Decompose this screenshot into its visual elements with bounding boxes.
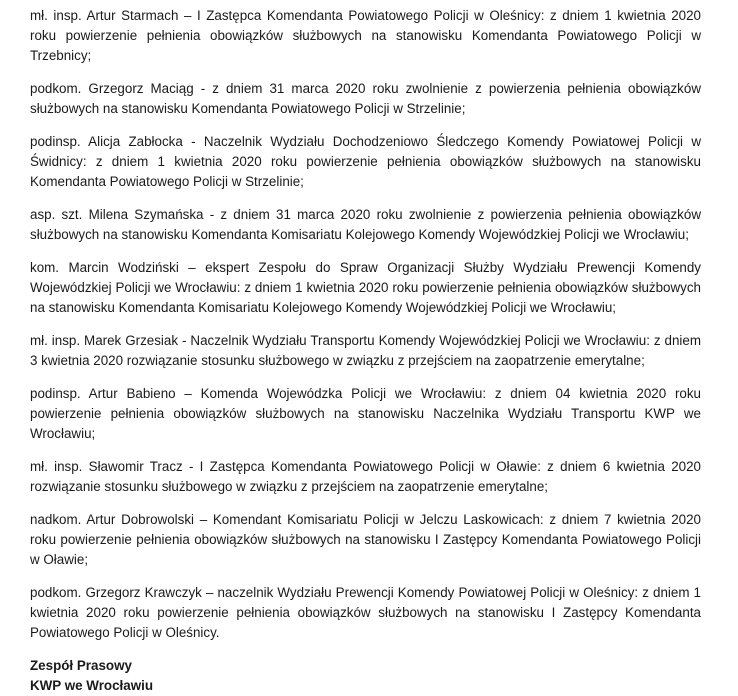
- paragraph-babieno: podinsp. Artur Babieno – Komenda Wojewódzka Policji we Wrocławiu: z dniem 04 kwietnia 2020 roku powierzenie pełnienia obowiązków służbowych na stanowisku Naczelnika Wydziału Transportu KWP we Wrocławiu;: [30, 386, 701, 441]
- signature-team: Zespół Prasowy: [30, 658, 132, 673]
- document-body: [30, 6, 701, 696]
- paragraph-tracz: mł. insp. Sławomir Tracz - I Zastępca Komendanta Powiatowego Policji w Oławie: z dniem 6 kwietnia 2020 rozwiązanie stosunku służbowego w związku z przejściem na zaopatrzenie emerytalne;: [30, 459, 701, 494]
- paragraph-krawczyk: podkom. Grzegorz Krawczyk – naczelnik Wydziału Prewencji Komendy Powiatowej Policji w Oleśnicy: z dniem 1 kwietnia 2020 roku powierzenie pełnienia obowiązków służbowych na stanowisku I Zastępcy Komendanta Powiatowego Policji w Oleśnicy.: [30, 585, 701, 640]
- paragraph-starmach: mł. insp. Artur Starmach – I Zastępca Komendanta Powiatowego Policji w Oleśnicy: z dniem 1 kwietnia 2020 roku powierzenie pełnienia obowiązków służbowych na stanowisku Komendanta Powiatowego Policji w Trzebnicy;: [30, 8, 701, 63]
- paragraph-wodzinski: kom. Marcin Wodziński – ekspert Zespołu do Spraw Organizacji Służby Wydziału Prewencji Komendy Wojewódzkiej Policji we Wrocławiu: z dniem 1 kwietnia 2020 roku powierzenie pełnienia obowiązków służbowych na stanowisku Komendanta Komisariatu Kolejowego Komendy Wojewódzkiej Policji we Wrocławiu;: [30, 260, 701, 315]
- paragraph-dobrowolski: nadkom. Artur Dobrowolski – Komendant Komisariatu Policji w Jelczu Laskowicach: z dniem 7 kwietnia 2020 roku powierzenie pełnienia obowiązków służbowych na stanowisku I Zastępcy Komendanta Powiatowego Policji w Oławie;: [30, 512, 701, 567]
- paragraph-grzesiak: mł. insp. Marek Grzesiak - Naczelnik Wydziału Transportu Komendy Wojewódzkiej Policji we Wrocławiu: z dniem 3 kwietnia 2020 rozwiązanie stosunku służbowego w związku z przejściem na zaopatrzenie emerytalne;: [30, 333, 701, 368]
- signature-organization: KWP we Wrocławiu: [30, 678, 154, 693]
- signature-block: [30, 656, 701, 696]
- paragraph-szymanska: asp. szt. Milena Szymańska - z dniem 31 marca 2020 roku zwolnienie z powierzenia pełnienia obowiązków służbowych na stanowisku Komendanta Komisariatu Kolejowego Komendy Wojewódzkiej Policji we Wrocławiu;: [30, 207, 701, 242]
- paragraph-zablocka: podinsp. Alicja Zabłocka - Naczelnik Wydziału Dochodzeniowo Śledczego Komendy Powiatowej Policji w Świdnicy: z dniem 1 kwietnia 2020 roku powierzenie pełnienia obowiązków służbowych na stanowisku Komendanta Powiatowego Policji w Strzelinie;: [30, 134, 701, 189]
- paragraph-maciag: podkom. Grzegorz Maciąg - z dniem 31 marca 2020 roku zwolnienie z powierzenia pełnienia obowiązków służbowych na stanowisku Komendanta Powiatowego Policji w Strzelinie;: [30, 81, 701, 116]
